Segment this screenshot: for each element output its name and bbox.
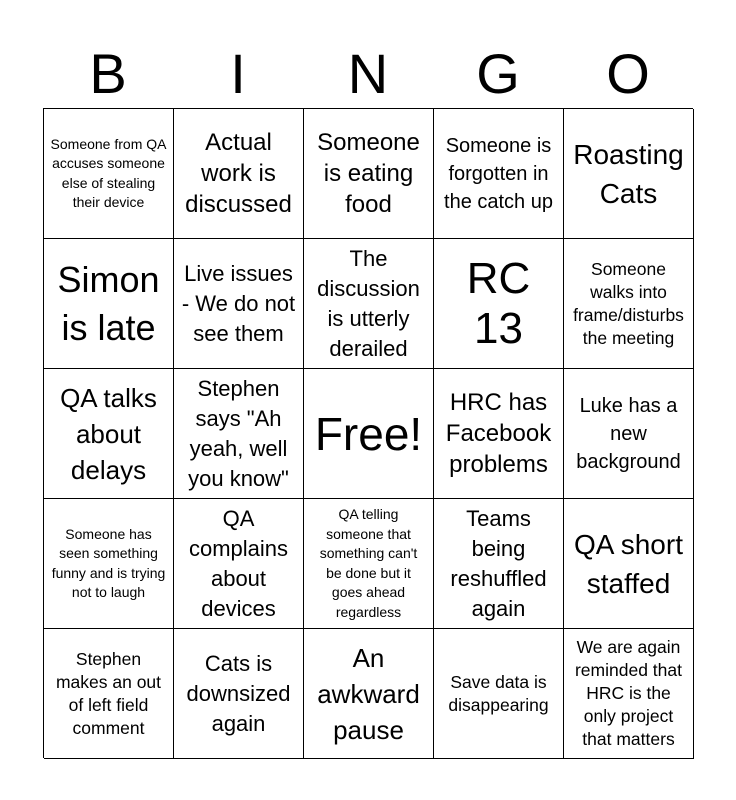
bingo-cell[interactable]: [304, 499, 434, 629]
bingo-cell[interactable]: [564, 629, 694, 759]
cell-text: HRC has Facebook problems: [445, 389, 552, 478]
bingo-cell[interactable]: [44, 109, 174, 239]
bingo-cell[interactable]: [434, 369, 564, 499]
cell-text: Simon is late: [57, 258, 160, 348]
cell-text: Cats is downsized again: [186, 650, 291, 736]
cell-text: Someone has seen something funny and is trying not to laugh: [51, 525, 166, 600]
bingo-cell[interactable]: [44, 369, 174, 499]
cell-text: Actual work is discussed: [185, 129, 292, 218]
cell-text: The discussion is utterly derailed: [317, 245, 420, 361]
header-letter-g: G: [476, 42, 520, 105]
cell-text: Live issues - We do not see them: [181, 260, 296, 346]
cell-text: Teams being reshuffled again: [450, 505, 547, 621]
bingo-cell[interactable]: [434, 109, 564, 239]
bingo-cell[interactable]: [564, 499, 694, 629]
cell-text: Someone from QA accuses someone else of stealing their device: [50, 135, 167, 210]
bingo-cell[interactable]: [174, 629, 304, 759]
bingo-cell[interactable]: [434, 239, 564, 369]
cell-text: Someone is eating food: [317, 129, 420, 218]
cell-text: RC 13: [466, 253, 531, 353]
bingo-cell[interactable]: [44, 629, 174, 759]
cell-text: Someone is forgotten in the catch up: [444, 134, 553, 213]
bingo-grid: [43, 108, 693, 758]
cell-text: Luke has a new background: [576, 394, 681, 473]
cell-text: QA short staffed: [574, 528, 683, 599]
free-space-text: Free!: [314, 407, 423, 460]
bingo-header: [43, 40, 693, 108]
header-letter-n: N: [347, 42, 389, 105]
header-letter-i: I: [230, 42, 246, 105]
cell-text: Roasting Cats: [573, 138, 684, 209]
bingo-cell[interactable]: [564, 239, 694, 369]
cell-text: Stephen makes an out of left field comment: [55, 648, 162, 738]
bingo-cell[interactable]: [174, 499, 304, 629]
bingo-cell[interactable]: [564, 109, 694, 239]
bingo-cell[interactable]: [44, 499, 174, 629]
bingo-cell[interactable]: [174, 239, 304, 369]
cell-text: An awkward pause: [317, 642, 420, 745]
cell-text: We are again reminded that HRC is the only project that matters: [574, 637, 682, 749]
header-letter-o: O: [606, 42, 650, 105]
bingo-cell[interactable]: [564, 369, 694, 499]
free-space-cell[interactable]: [304, 369, 434, 499]
bingo-cell[interactable]: [44, 239, 174, 369]
cell-text: Save data is disappearing: [448, 671, 549, 715]
cell-text: QA talks about delays: [60, 382, 157, 485]
bingo-cell[interactable]: [174, 369, 304, 499]
bingo-cell[interactable]: [304, 629, 434, 759]
bingo-cell[interactable]: [434, 499, 564, 629]
bingo-cell[interactable]: [174, 109, 304, 239]
cell-text: Stephen says "Ah yeah, well you know": [188, 375, 289, 491]
header-letter-b: B: [89, 42, 127, 105]
bingo-cell[interactable]: [304, 239, 434, 369]
cell-text: QA complains about devices: [188, 505, 289, 621]
bingo-cell[interactable]: [304, 109, 434, 239]
bingo-cell[interactable]: [434, 629, 564, 759]
cell-text: Someone walks into frame/disturbs the meeting: [573, 258, 684, 348]
cell-text: QA telling someone that something can't be done but it goes ahead regardless: [319, 506, 418, 620]
